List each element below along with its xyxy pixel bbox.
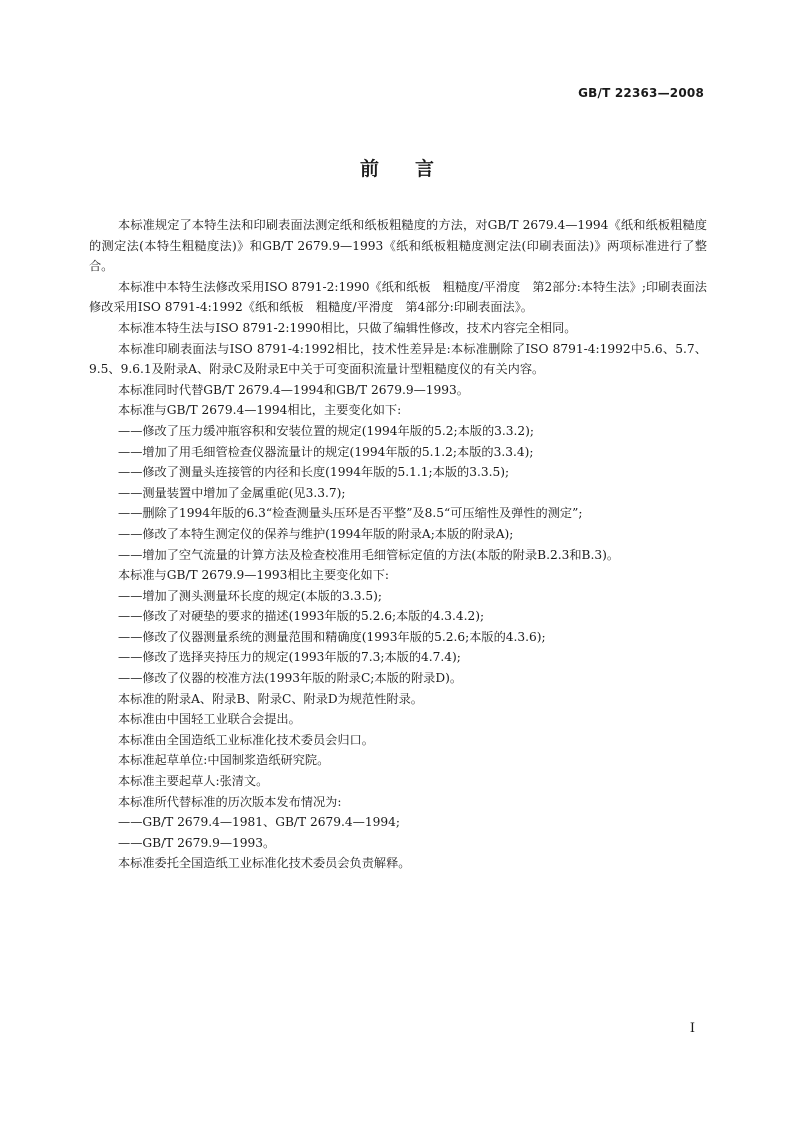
standard-number: GB/T 22363—2008 <box>578 86 704 100</box>
paragraph: 本标准起草单位:中国制浆造纸研究院。 <box>118 753 330 768</box>
list-item: ——测量装置中增加了金属重砣(见3.3.7); <box>118 485 346 500</box>
page-number: I <box>689 1021 695 1036</box>
paragraph: 本标准本特生法与ISO 8791-2:1990相比，只做了编辑性修改，技术内容完全相同。 <box>118 320 577 335</box>
list-item: ——修改了本特生测定仪的保养与维护(1994年版的附录A;本版的附录A); <box>118 526 514 541</box>
list-item: ——修改了测量头连接管的内径和长度(1994年版的5.1.1;本版的3.3.5); <box>118 465 510 480</box>
paragraph: 本标准所代替标准的历次版本发布情况为: <box>118 794 342 809</box>
paragraph: 本标准的附录A、附录B、附录C、附录D为规范性附录。 <box>118 691 423 706</box>
page-title: 前言 <box>359 158 470 180</box>
list-item: ——增加了测头测量环长度的规定(本版的3.3.5); <box>118 588 383 603</box>
paragraph: 本标准主要起草人:张清文。 <box>118 774 269 789</box>
list-item: ——修改了选择夹持压力的规定(1993年版的7.3;本版的4.7.4); <box>118 650 461 665</box>
list-item: ——修改了仪器的校准方法(1993年版的附录C;本版的附录D)。 <box>118 671 463 686</box>
paragraph: 本标准委托全国造纸工业标准化技术委员会负责解释。 <box>118 856 411 871</box>
paragraph: 本标准由全国造纸工业标准化技术委员会归口。 <box>118 732 374 747</box>
list-item: ——增加了空气流量的计算方法及检查校准用毛细管标定值的方法(本版的附录B.2.3和B.3)。 <box>118 547 620 562</box>
list-item: ——GB/T 2679.9—1993。 <box>118 835 276 850</box>
list-item: ——修改了对硬垫的要求的描述(1993年版的5.2.6;本版的4.3.4.2); <box>118 609 485 624</box>
paragraph: 本标准同时代替GB/T 2679.4—1994和GB/T 2679.9—1993。 <box>118 382 469 397</box>
list-item: ——增加了用毛细管检查仪器流量计的规定(1994年版的5.1.2;本版的3.3.4); <box>118 444 534 459</box>
paragraph: 本标准与GB/T 2679.4—1994相比，主要变化如下: <box>118 403 402 418</box>
foreword-body <box>89 215 707 874</box>
paragraph: 本标准印刷表面法与ISO 8791-4:1992相比，技术性差异是:本标准删除了ISO 8791-4:1992中5.6、5.7、9.5、9.6.1及附录A、附录C及附录E中关于可变面积流量计型粗糙度仪的有关内容。 <box>89 341 707 377</box>
list-item: ——删除了1994年版的6.3“检查测量头压环是否平整”及8.5“可压缩性及弹性的测定”; <box>118 506 583 521</box>
list-item: ——修改了压力缓冲瓶容积和安装位置的规定(1994年版的5.2;本版的3.3.2); <box>118 423 535 438</box>
list-item: ——GB/T 2679.4—1981、GB/T 2679.4—1994; <box>118 815 400 830</box>
list-item: ——修改了仪器测量系统的测量范围和精确度(1993年版的5.2.6;本版的4.3.6); <box>118 629 546 644</box>
paragraph: 本标准与GB/T 2679.9—1993相比主要变化如下: <box>118 568 390 583</box>
paragraph: 本标准规定了本特生法和印刷表面法测定纸和纸板粗糙度的方法，对GB/T 2679.4—1994《纸和纸板粗糙度的测定法(本特生粗糙度法)》和GB/T 2679.9—1993《纸和纸板粗糙度测定法(印刷表面法)》两项标准进行了整合。 <box>89 218 707 274</box>
paragraph: 本标准由中国轻工业联合会提出。 <box>118 712 301 727</box>
paragraph: 本标准中本特生法修改采用ISO 8791-2:1990《纸和纸板 粗糙度/平滑度 第2部分:本特生法》;印刷表面法修改采用ISO 8791-4:1992《纸和纸板 粗糙度/平滑度 第4部分:印刷表面法》。 <box>89 279 707 315</box>
